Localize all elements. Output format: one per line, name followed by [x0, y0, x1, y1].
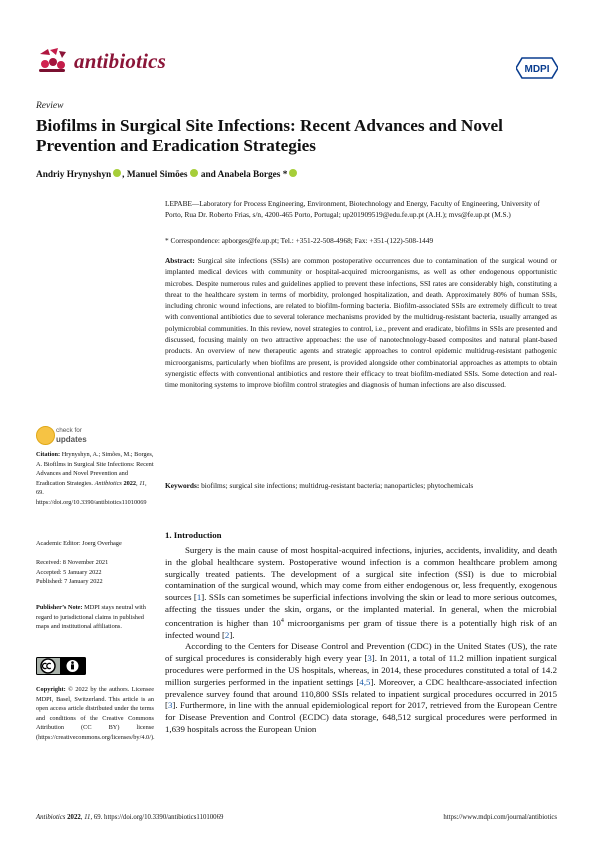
- citation-link[interactable]: 1: [196, 592, 202, 603]
- footer-separator: ,: [80, 814, 85, 821]
- citation-link[interactable]: 4,5: [359, 676, 371, 687]
- citation-separator: ,: [136, 479, 140, 487]
- footer-citation: [36, 814, 223, 821]
- accepted-date: Accepted: 5 January 2022: [36, 568, 102, 576]
- publisher-note-text: MDPI stays neutral with regard to jurisdictional claims in published maps and institutional affiliations.: [36, 604, 146, 631]
- journal-logo-icon: [36, 46, 68, 74]
- citation-volume: 11: [139, 479, 146, 487]
- introduction-paragraph: [165, 545, 557, 641]
- citation-text: Hrynyshyn, A.; Simões, M.; Borges, A. Biofilms in Surgical Site Infections: Recent Advances and Novel Prevention and Eradication Strategies.: [36, 451, 154, 487]
- cc-by-license-icon[interactable]: [36, 657, 86, 675]
- orcid-icon[interactable]: [190, 169, 198, 177]
- section-heading-introduction: 1. Introduction: [165, 530, 222, 540]
- check-for-updates-label-1: check for: [56, 427, 82, 434]
- article-type: Review: [36, 101, 64, 111]
- citation-label: Citation:: [36, 451, 61, 458]
- abstract-text: Surgical site infections (SSIs) are common postoperative occurrences due to contamination of the surgical wound or implanted medical devices with community or hospital-acquired microorganisms, as well as other endogenous opportunistic microbes. Despite numerous rules and guidelines applied to prevent these infections, SSI rates are considerably high, constituting a threat to the healthcare system in terms of morbidity, prolonged hospitalization, and death. Approximately 80% of human SSIs, including chronic wound infections, are related to biofilm-forming bacteria. Biofilm-associated SSIs are extremely difficult to treat with conventional antibiotics due to several tolerance mechanisms provided by the multidrug-resistant bacteria, usually arranged as polymicrobial communities. In this review, novel strategies to control, i.e., prevent and eradicate, biofilms in SSIs are presented and discussed, focusing mainly on two attractive approaches: the use of nanotechnology-based composites and natural plant-based products. An overview of new therapeutic agents and strategic approaches to control epidemic multidrug-resistant pathogenic microorganisms, particularly when biofilms are present, is provided alongside other combinatorial approaches as attempts to obtain synergistic effects with conventional antibiotics and restore their efficacy to treat biofilm-mediated SSIs. Some detection and real-time monitoring systems to improve biofilm control strategies and diagnosis of human infections are also discussed.: [165, 256, 557, 390]
- received-date: Received: 8 November 2021: [36, 559, 109, 566]
- publisher-note-label: Publisher’s Note:: [36, 604, 83, 611]
- introduction-body: [165, 545, 557, 736]
- footer-volume: 11: [84, 814, 91, 821]
- citation-journal: Antibiotics: [94, 479, 122, 487]
- check-for-updates-label-2: updates: [56, 435, 87, 444]
- citation-doi-link[interactable]: , 69. https://doi.org/10.3390/antibiotics11010069: [36, 479, 147, 506]
- superscript: 4: [280, 617, 284, 624]
- author-name[interactable]: Andriy Hrynyshyn: [36, 170, 112, 180]
- author-list: [36, 169, 298, 180]
- introduction-paragraph: [165, 641, 557, 735]
- affiliation: LEPABE—Laboratory for Process Engineering, Environment, Biotechnology and Energy, Faculty of Engineering, University of Porto, Rua Dr. Roberto Frias, s/n, 4200-465 Porto, Portugal; up201909519@edu.fe.up.pt (A.H.); mvs@fe.up.pt (M.S.): [165, 199, 540, 220]
- citation-link[interactable]: 3: [367, 653, 372, 664]
- journal-logo[interactable]: [36, 40, 196, 84]
- paragraph-text: ].: [229, 629, 235, 640]
- mdpi-logo-text: MDPI: [524, 64, 550, 75]
- correspondence: * Correspondence: apborges@fe.up.pt; Tel.: +351-22-508-4968; Fax: +351-(122)-508-1449: [165, 236, 434, 245]
- paragraph-text: ]. In 2011, a total of 11.2 million inpatient surgical procedures were performed in the US hospitals, whereas, in 2014, these procedures constituted a total of 14.2 million surgeries performed in the inpatient settings [: [165, 653, 558, 687]
- citation-link[interactable]: 3: [167, 700, 173, 711]
- keywords: [165, 480, 557, 491]
- published-date: Published: 7 January 2022: [36, 578, 103, 586]
- copyright: [36, 685, 154, 743]
- corresponding-mark: *: [280, 170, 288, 180]
- paragraph-text: microorganisms per gram of tissue there is a potentially high risk of an infected wound [: [165, 617, 557, 640]
- paragraph-text: Surgery is the main cause of most hospital-acquired infections, injuries, accidents, invalidity, and death in the global healthcare system. Postoperative wound infection is a common healthcare problem among surgically treated patients. The development of a surgical site infection (SSI) is due to microbial contamination of the surgical wound, which may come from either endogenous or, less frequently, exogenous sources [: [165, 545, 557, 603]
- keywords-text: biofilms; surgical site infections; multidrug-resistant bacteria; nanoparticles; phytochemicals: [199, 481, 474, 490]
- citation-link[interactable]: 2: [224, 629, 230, 640]
- copyright-text: © 2022 by the authors. Licensee MDPI, Basel, Switzerland. This article is an open access article distributed under the terms and conditions of the Creative Commons Attribution (CC BY) license (https://creativecommons.org/licenses/by/4.0/).: [36, 686, 155, 741]
- author-name[interactable]: Anabela Borges: [217, 170, 281, 180]
- mdpi-logo-icon[interactable]: [516, 56, 558, 80]
- academic-editor: Academic Editor: Joerg Overhage: [36, 540, 122, 547]
- author-separator: ,: [122, 170, 127, 180]
- orcid-icon[interactable]: [289, 169, 297, 177]
- paragraph-text: ]. Furthermore, in line with the annual epidemiological report for 2017, retrieved from the European Centre for Disease Prevention and Control (ECDC) data storage, 648,512 surgical procedures were performed in 1,639 hospitals across the European Union: [165, 700, 557, 734]
- paragraph-text: ]. SSIs can sometimes be superficial infections involving the skin or lead to more serious outcomes, affecting the tissues under the skin, organs, or the implanted material. In general, when the microbial concentration is higher than 10: [165, 592, 557, 628]
- footer-journal-url[interactable]: https://www.mdpi.com/journal/antibiotics: [443, 814, 557, 821]
- dates: [36, 558, 154, 587]
- paragraph-text: According to the Centers for Disease Control and Prevention (CDC) in the United States (US), the rate of surgical procedures is considerably high every year [: [165, 641, 557, 664]
- author-name[interactable]: Manuel Simões: [126, 170, 188, 180]
- keywords-label: Keywords:: [165, 481, 200, 490]
- abstract: [165, 255, 557, 391]
- citation: [36, 450, 154, 508]
- footer-journal: Antibiotics: [36, 814, 66, 821]
- orcid-icon[interactable]: [113, 169, 121, 177]
- check-for-updates-icon: [36, 426, 55, 445]
- footer-doi-link[interactable]: , 69. https://doi.org/10.3390/antibiotics11010069: [90, 814, 224, 821]
- footer-year: 2022: [65, 814, 81, 821]
- author-separator: and: [198, 170, 218, 180]
- copyright-label: Copyright:: [36, 686, 66, 693]
- paragraph-text: ]. Moreover, a CDC healthcare-associated infection prevalence survey found that around 110,800 SSIs related to inpatient surgical procedures occurred in 2015 [: [165, 676, 557, 711]
- citation-year: 2022: [121, 479, 137, 487]
- publisher-note: [36, 603, 154, 632]
- journal-name: antibiotics: [74, 49, 167, 73]
- article-title: Biofilms in Surgical Site Infections: Recent Advances and Novel Prevention and Eradication Strategies: [36, 116, 503, 155]
- abstract-label: Abstract:: [165, 256, 195, 265]
